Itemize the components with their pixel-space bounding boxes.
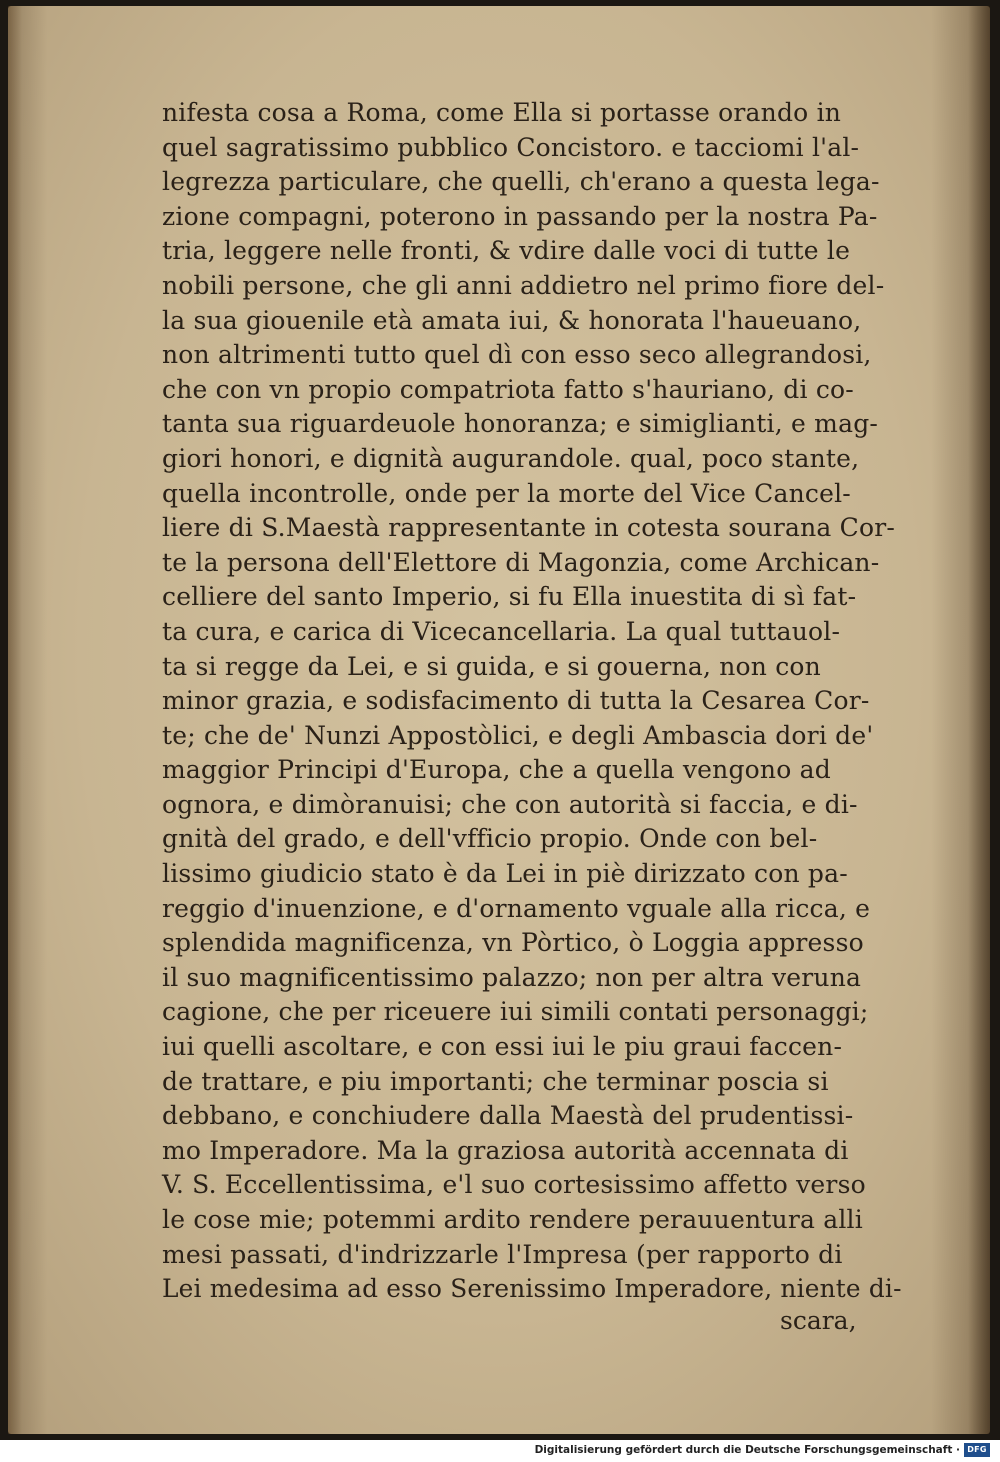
text-line: non altrimenti tutto quel dì con esso seco allegrandosi, — [162, 340, 872, 370]
text-line: ognora, e dimòranuisi; che con autorità si faccia, e di- — [162, 789, 858, 819]
text-line: ta si regge da Lei, e si guida, e si gouerna, non con — [162, 651, 821, 681]
text-line: mo Imperadore. Ma la graziosa autorità accennata di — [162, 1135, 849, 1165]
text-line: legrezza particulare, che quelli, ch'erano a questa lega- — [162, 167, 880, 197]
text-line: Lei medesima ad esso Serenissimo Imperadore, niente di- — [162, 1274, 902, 1304]
text-line: gnità del grado, e dell'vfficio propio. Onde con bel- — [162, 824, 818, 854]
dfg-logo: DFG — [964, 1443, 990, 1457]
catchword: scara, — [780, 1306, 857, 1335]
text-line: splendida magnificenza, vn Pòrtico, ò Loggia appresso — [162, 928, 864, 958]
text-line: che con vn propio compatriota fatto s'hauriano, di co- — [162, 374, 854, 404]
text-line: V. S. Eccellentissima, e'l suo cortesissimo affetto verso — [162, 1170, 866, 1200]
footer-credit: Digitalisierung gefördert durch die Deutsche Forschungsgemeinschaft · — [534, 1444, 960, 1456]
text-line: ta cura, e carica di Vicecancellaria. La qual tuttauol- — [162, 616, 841, 646]
text-line: lissimo giudicio stato è da Lei in piè dirizzato con pa- — [162, 859, 848, 889]
text-line: debbano, e conchiudere dalla Maestà del prudentissi- — [162, 1101, 854, 1131]
text-line: quel sagratissimo pubblico Concistoro. e tacciomi l'al- — [162, 132, 860, 162]
text-line: la sua giouenile età amata iui, & honorata l'haueuano, — [162, 305, 862, 335]
text-line: celliere del santo Imperio, si fu Ella inuestita di sì fat- — [162, 582, 857, 612]
text-line: de trattare, e piu importanti; che terminar poscia si — [162, 1066, 829, 1096]
text-line: cagione, che per riceuere iui simili contati personaggi; — [162, 997, 869, 1027]
text-line: le cose mie; potemmi ardito rendere perauuentura alli — [162, 1205, 863, 1234]
text-line: giori honori, e dignità augurandole. qual, poco stante, — [162, 443, 860, 473]
page-body-text — [162, 96, 902, 1307]
text-line: nobili persone, che gli anni addietro nel primo fiore del- — [162, 270, 885, 300]
text-line: quella incontrolle, onde per la morte del Vice Cancel- — [162, 478, 851, 508]
page-left-edge — [8, 6, 22, 1434]
text-line: nifesta cosa a Roma, come Ella si portasse orando in — [162, 98, 842, 127]
text-line: minor grazia, e sodisfacimento di tutta la Cesarea Cor- — [162, 686, 870, 716]
text-line: te la persona dell'Elettore di Magonzia, come Archican- — [162, 547, 880, 577]
footer-bar — [0, 1440, 1000, 1462]
page-gutter-shadow — [968, 6, 990, 1434]
text-line: iui quelli ascoltare, e con essi iui le piu graui faccen- — [162, 1032, 843, 1062]
text-line: te; che de' Nunzi Appostòlici, e degli Ambascia dori de' — [162, 720, 874, 750]
text-line: mesi passati, d'indrizzarle l'Impresa (per rapporto di — [162, 1239, 843, 1269]
text-line: tria, leggere nelle fronti, & vdire dalle voci di tutte le — [162, 236, 851, 266]
text-line: zione compagni, poterono in passando per la nostra Pa- — [162, 201, 878, 231]
text-line: tanta sua riguardeuole honoranza; e simiglianti, e mag- — [162, 409, 879, 439]
text-line: reggio d'inuenzione, e d'ornamento vguale alla ricca, e — [162, 893, 871, 923]
text-line: maggior Principi d'Europa, che a quella vengono ad — [162, 755, 831, 785]
text-line: liere di S.Maestà rappresentante in cotesta sourana Cor- — [162, 513, 896, 543]
text-line: il suo magnificentissimo palazzo; non per altra veruna — [162, 962, 862, 992]
